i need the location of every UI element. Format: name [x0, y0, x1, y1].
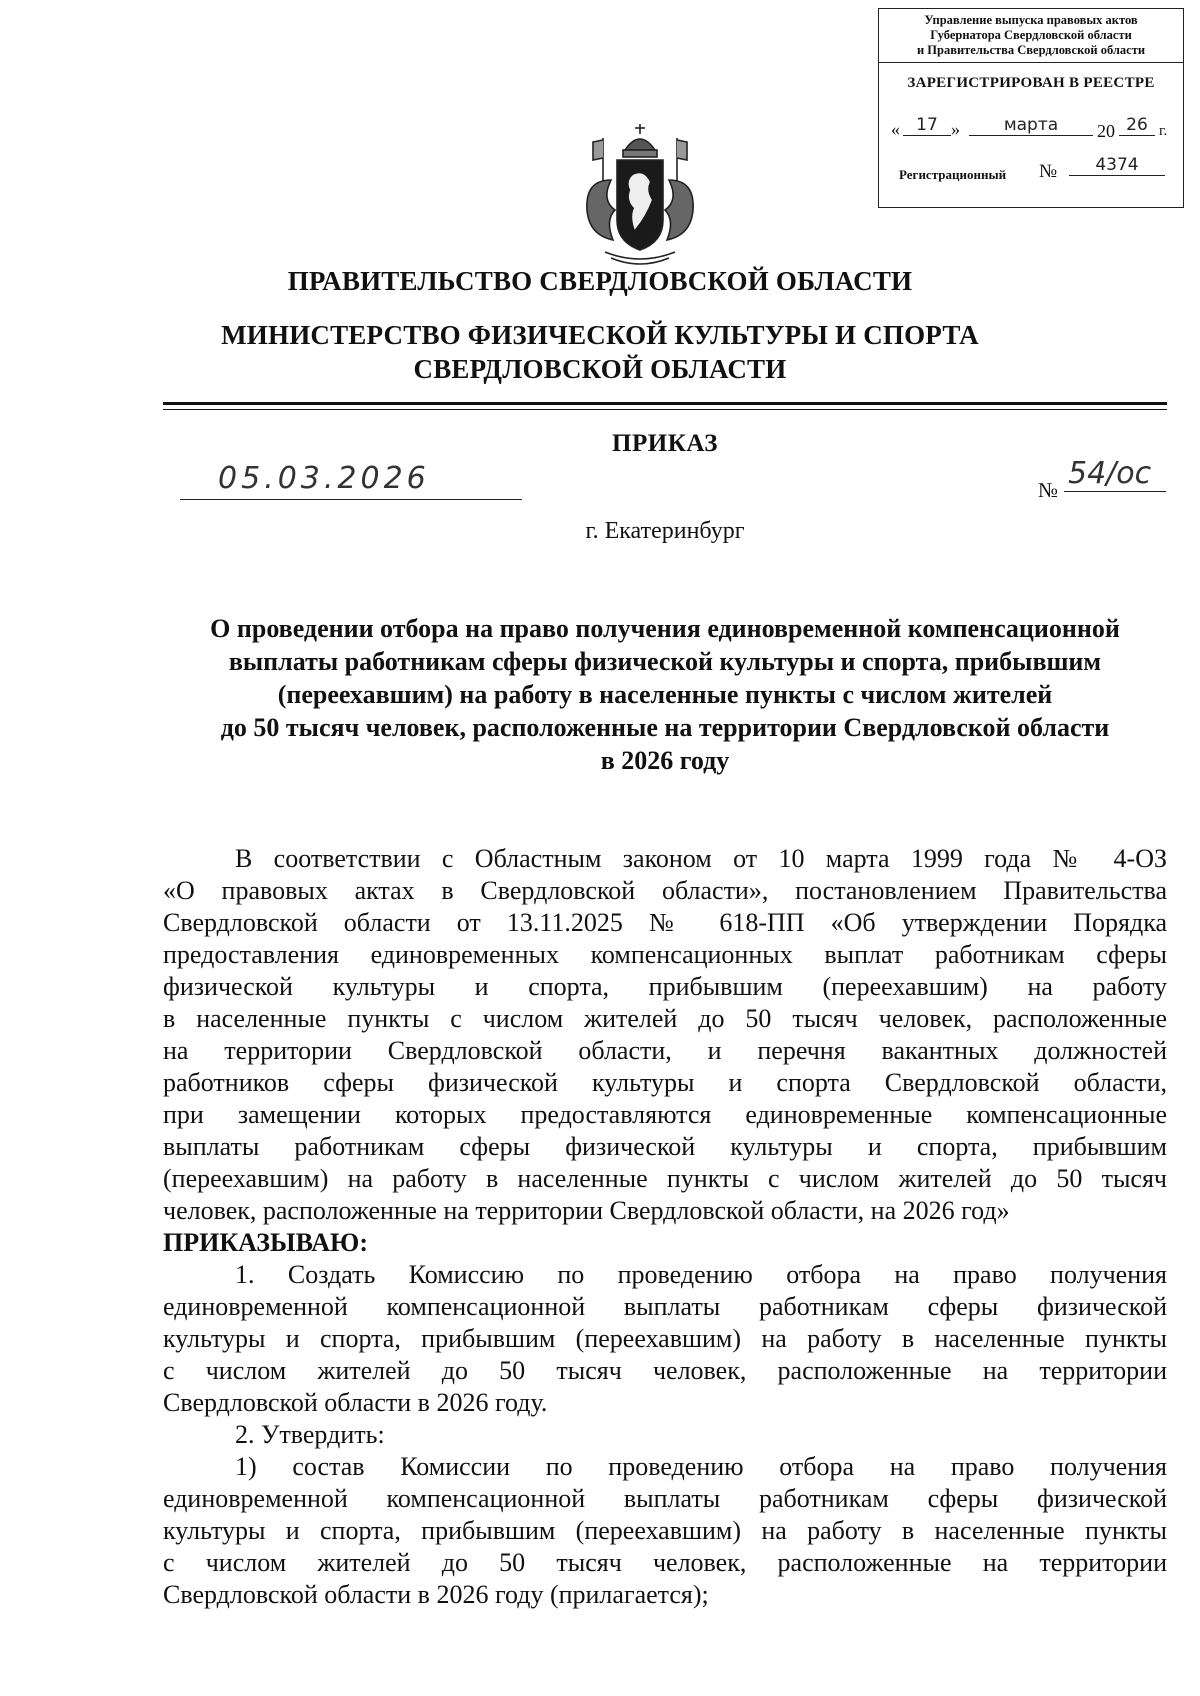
- item1-line: Свердловской области в 2026 году.: [163, 1388, 548, 1417]
- doc-type-heading: ПРИКАЗ: [612, 430, 718, 457]
- item1-line: единовременной компенсационной выплаты работникам сферы физической: [163, 1292, 1167, 1321]
- order-number: 54/ос: [1064, 458, 1166, 492]
- stamp-number: [899, 155, 1179, 191]
- preamble-line: выплаты работникам сферы физической культуры и спорта, прибывшим: [163, 1132, 1167, 1161]
- title-line: до 50 тысяч человек, расположенные на территории Свердловской области: [220, 713, 1110, 742]
- stamp-quote-open: «: [891, 119, 900, 139]
- stamp-reg-label: Регистрационный: [899, 167, 1007, 182]
- preamble-line: В соответствии с Областным законом от 10 марта 1999 года № 4-ОЗ: [235, 844, 1167, 873]
- item1-line: с числом жителей до 50 тысяч человек, расположенные на территории: [163, 1356, 1167, 1385]
- preamble-line: человек, расположенные на территории Свердловской области, на 2026 год»: [163, 1196, 1010, 1225]
- preamble-line: физической культуры и спорта, прибывшим (переехавшим) на работу: [163, 972, 1167, 1001]
- preamble-line: «О правовых актах в Свердловской области», постановлением Правительства: [163, 876, 1167, 905]
- stamp-header-line: и Правительства Свердловской области: [916, 43, 1146, 57]
- preamble-line: Свердловской области от 13.11.2025 № 618-ПП «Об утверждении Порядка: [163, 908, 1167, 937]
- item2-1-line: 1) состав Комиссии по проведению отбора на право получения: [235, 1452, 1167, 1481]
- government-heading: ПРАВИТЕЛЬСТВО СВЕРДЛОВСКОЙ ОБЛАСТИ: [287, 266, 913, 296]
- order-number-label: №: [1038, 478, 1059, 502]
- order-date: 05.03.2026: [180, 464, 522, 500]
- item2-line: 2. Утвердить:: [235, 1420, 385, 1449]
- order-body: [163, 843, 1167, 1611]
- preamble-line: (переехавшим) на работу в населенные пункты с числом жителей до 50 тысяч: [163, 1164, 1167, 1193]
- item2-1-line: единовременной компенсационной выплаты работникам сферы физической: [163, 1484, 1167, 1513]
- coat-of-arms-icon: [565, 120, 715, 270]
- ministry-heading-line2: СВЕРДЛОВСКОЙ ОБЛАСТИ: [413, 354, 787, 384]
- stamp-header-line: Губернатора Свердловской области: [930, 28, 1132, 42]
- stamp-year-unit: г.: [1159, 123, 1168, 139]
- stamp-month: марта: [969, 115, 1093, 136]
- order-title: [160, 612, 1170, 777]
- title-line: О проведении отбора на право получения единовременной компенсационной: [210, 614, 1120, 643]
- city: г. Екатеринбург: [585, 518, 745, 544]
- ministry-heading-line1: МИНИСТЕРСТВО ФИЗИЧЕСКОЙ КУЛЬТУРЫ И СПОРТА: [221, 320, 979, 350]
- item2-1-line: с числом жителей до 50 тысяч человек, расположенные на территории: [163, 1548, 1167, 1577]
- stamp-no-sign: №: [1039, 161, 1058, 182]
- item2-1-line: культуры и спорта, прибывшим (переехавшим) на работу в населенные пункты: [163, 1516, 1167, 1545]
- preamble-line: на территории Свердловской области, и перечня вакантных должностей: [163, 1036, 1167, 1065]
- preamble-line: предоставления единовременных компенсационных выплат работникам сферы: [163, 940, 1167, 969]
- header-rule-thick: [163, 402, 1167, 405]
- preamble-line: в населенные пункты с числом жителей до 50 тысяч человек, расположенные: [163, 1004, 1167, 1033]
- title-line: (переехавшим) на работу в населенные пункты с числом жителей: [277, 680, 1053, 709]
- title-line: выплаты работникам сферы физической культуры и спорта, прибывшим: [228, 647, 1102, 676]
- stamp-reg-number: 4374: [1069, 155, 1165, 176]
- order-word: ПРИКАЗЫВАЮ:: [163, 1228, 368, 1257]
- title-line: в 2026 году: [600, 746, 730, 775]
- item1-line: культуры и спорта, прибывшим (переехавшим) на работу в населенные пункты: [163, 1324, 1167, 1353]
- stamp-date: [887, 115, 1177, 145]
- preamble-line: работников сферы физической культуры и спорта Свердловской области,: [163, 1068, 1167, 1097]
- registration-stamp: [878, 8, 1184, 208]
- stamp-header-line: Управление выпуска правовых актов: [924, 13, 1138, 27]
- preamble-line: при замещении которых предоставляются единовременные компенсационные: [163, 1100, 1167, 1129]
- header-rule-thin: [163, 409, 1167, 410]
- stamp-year-prefix: 20: [1097, 121, 1115, 141]
- stamp-day: 17: [903, 115, 951, 136]
- stamp-header: [879, 9, 1183, 63]
- item1-line: 1. Создать Комиссию по проведению отбора на право получения: [235, 1260, 1167, 1289]
- stamp-year-suffix: 26: [1119, 115, 1155, 136]
- stamp-registered-label: ЗАРЕГИСТРИРОВАН В РЕЕСТРЕ: [907, 75, 1155, 91]
- item2-1-line: Свердловской области в 2026 году (прилагается);: [163, 1580, 709, 1609]
- stamp-quote-close: »: [951, 119, 960, 139]
